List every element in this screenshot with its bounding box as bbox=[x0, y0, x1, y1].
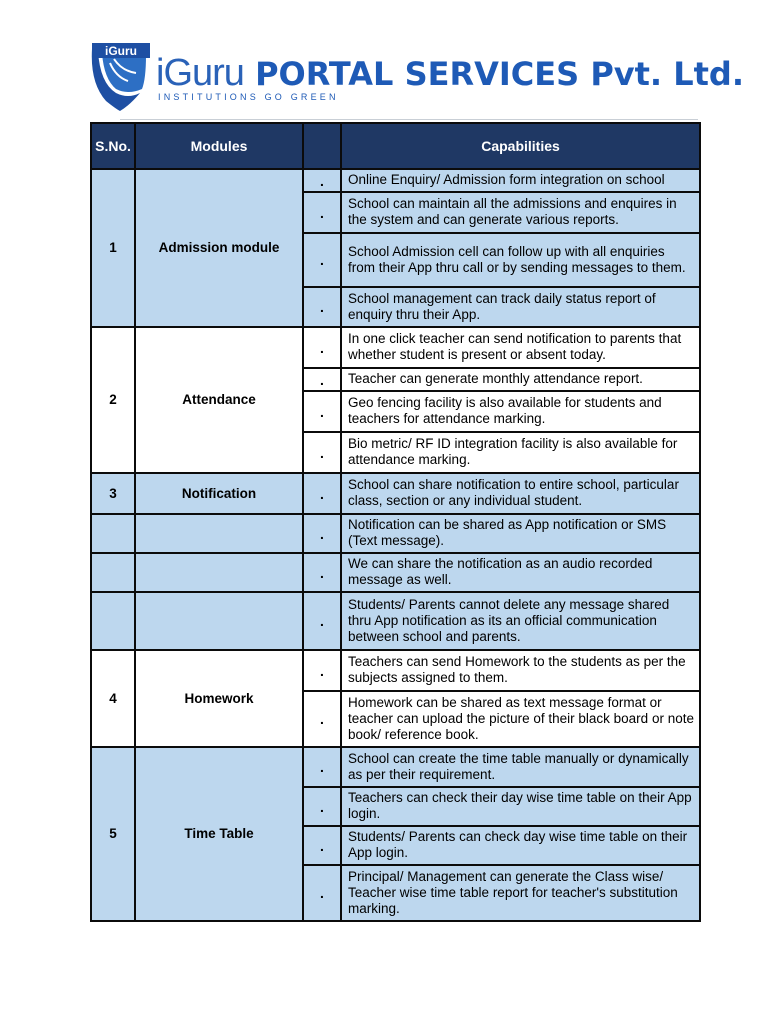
capability-cell: School management can track daily status report of enquiry thru their App. bbox=[341, 287, 700, 327]
bullet-cell: . bbox=[303, 473, 341, 514]
capability-cell: Students/ Parents cannot delete any message shared thru App notification as its an official communication between school and parents. bbox=[341, 592, 700, 650]
company-name bbox=[156, 52, 744, 95]
capability-cell: Online Enquiry/ Admission form integration on school bbox=[341, 169, 700, 192]
sno-cell: 2 bbox=[91, 327, 135, 473]
col-header-sno: S.No. bbox=[91, 123, 135, 169]
bullet-cell: . bbox=[303, 514, 341, 553]
table-row bbox=[91, 747, 700, 787]
module-cell: Admission module bbox=[135, 169, 303, 327]
capability-cell: Principal/ Management can generate the Class wise/ Teacher wise time table report for teacher's substitution marking. bbox=[341, 865, 700, 921]
module-cell: Time Table bbox=[135, 747, 303, 921]
capability-cell: Bio metric/ RF ID integration facility is also available for attendance marking. bbox=[341, 432, 700, 473]
capability-cell: Teachers can check their day wise time table on their App login. bbox=[341, 787, 700, 826]
sno-cell-empty bbox=[91, 592, 135, 650]
module-cell-empty bbox=[135, 553, 303, 592]
brand-igu: iGuru bbox=[156, 52, 244, 94]
sno-cell-empty bbox=[91, 553, 135, 592]
col-header-bullet bbox=[303, 123, 341, 169]
table-row bbox=[91, 553, 700, 592]
bullet-cell: . bbox=[303, 787, 341, 826]
table-row bbox=[91, 169, 700, 192]
capability-cell: Geo fencing facility is also available for students and teachers for attendance marking. bbox=[341, 391, 700, 432]
bullet-cell: . bbox=[303, 553, 341, 592]
table-row bbox=[91, 650, 700, 691]
module-cell: Notification bbox=[135, 473, 303, 514]
table-row bbox=[91, 514, 700, 553]
brand-rest: PORTAL SERVICES Pvt. Ltd. bbox=[243, 55, 744, 93]
capability-cell: Teacher can generate monthly attendance report. bbox=[341, 368, 700, 391]
bullet-cell: . bbox=[303, 826, 341, 865]
sno-cell: 5 bbox=[91, 747, 135, 921]
sno-cell: 4 bbox=[91, 650, 135, 747]
capability-cell: We can share the notification as an audio recorded message as well. bbox=[341, 553, 700, 592]
bullet-cell: . bbox=[303, 327, 341, 368]
module-cell: Homework bbox=[135, 650, 303, 747]
capability-cell: School Admission cell can follow up with all enquiries from their App thru call or by sending messages to them. bbox=[341, 233, 700, 287]
bullet-cell: . bbox=[303, 192, 341, 233]
capability-cell: Teachers can send Homework to the students as per the subjects assigned to them. bbox=[341, 650, 700, 691]
logo-text: iGuru bbox=[105, 44, 137, 58]
capability-cell: School can create the time table manually or dynamically as per their requirement. bbox=[341, 747, 700, 787]
table-row bbox=[91, 592, 700, 650]
bullet-cell: . bbox=[303, 287, 341, 327]
header-divider bbox=[120, 119, 698, 120]
module-cell: Attendance bbox=[135, 327, 303, 473]
module-cell-empty bbox=[135, 514, 303, 553]
bullet-cell: . bbox=[303, 233, 341, 287]
sno-cell: 1 bbox=[91, 169, 135, 327]
page-header bbox=[86, 40, 744, 120]
bullet-cell: . bbox=[303, 592, 341, 650]
bullet-cell: . bbox=[303, 368, 341, 391]
bullet-cell: . bbox=[303, 391, 341, 432]
sno-cell-empty bbox=[91, 514, 135, 553]
bullet-cell: . bbox=[303, 865, 341, 921]
capability-cell: Students/ Parents can check day wise time table on their App login. bbox=[341, 826, 700, 865]
table-header-row bbox=[91, 123, 700, 169]
table-row bbox=[91, 473, 700, 514]
bullet-cell: . bbox=[303, 691, 341, 747]
capabilities-table bbox=[90, 122, 701, 922]
tagline: INSTITUTIONS GO GREEN bbox=[158, 92, 339, 102]
bullet-cell: . bbox=[303, 432, 341, 473]
sno-cell: 3 bbox=[91, 473, 135, 514]
iguru-logo-icon bbox=[86, 43, 154, 113]
col-header-modules: Modules bbox=[135, 123, 303, 169]
module-cell-empty bbox=[135, 592, 303, 650]
table-row bbox=[91, 327, 700, 368]
capability-cell: In one click teacher can send notification to parents that whether student is present or absent today. bbox=[341, 327, 700, 368]
capability-cell: School can share notification to entire school, particular class, section or any individual student. bbox=[341, 473, 700, 514]
col-header-capabilities: Capabilities bbox=[341, 123, 700, 169]
bullet-cell: . bbox=[303, 747, 341, 787]
bullet-cell: . bbox=[303, 650, 341, 691]
bullet-cell: . bbox=[303, 169, 341, 192]
capability-cell: School can maintain all the admissions and enquires in the system and can generate various reports. bbox=[341, 192, 700, 233]
capability-cell: Notification can be shared as App notification or SMS (Text message). bbox=[341, 514, 700, 553]
capability-cell: Homework can be shared as text message format or teacher can upload the picture of their black board or note book/ reference book. bbox=[341, 691, 700, 747]
